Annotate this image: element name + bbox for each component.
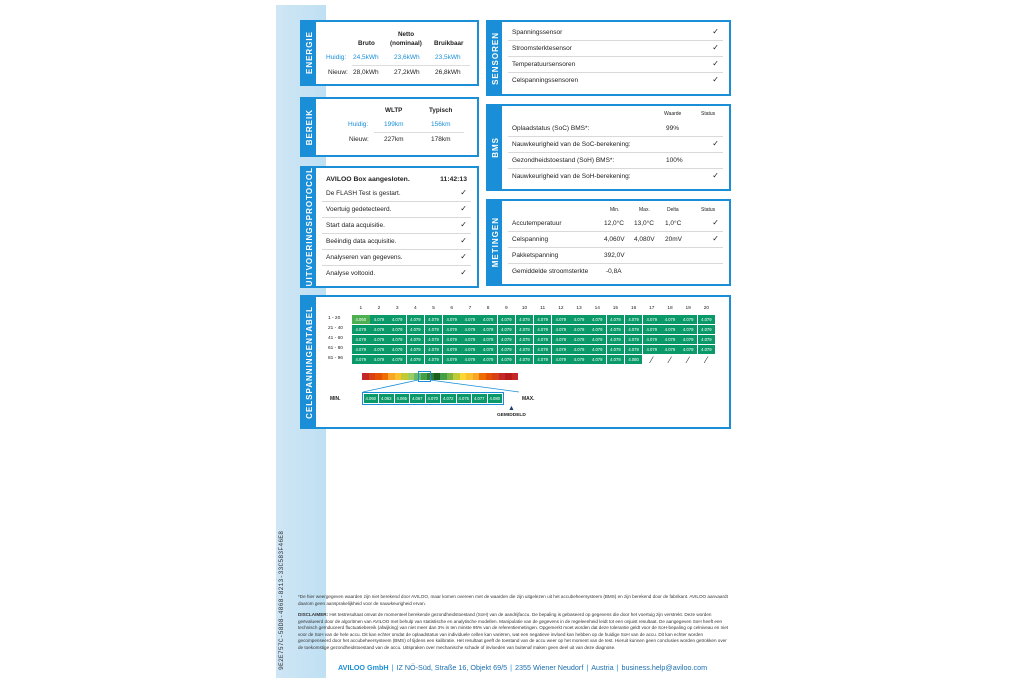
scale-value: 4.072: [441, 394, 456, 403]
cell-value: 4.079: [370, 355, 388, 364]
cell-value: 4.079: [370, 315, 388, 324]
empty-cell: ⁄: [698, 355, 716, 364]
celspanning-panel: [300, 295, 731, 429]
check-icon: ✓: [712, 139, 719, 148]
cell-value: 4.079: [407, 325, 425, 334]
bereik-value: 156km: [431, 121, 451, 128]
energie-row-label: Huidig:: [326, 54, 347, 61]
footer-country: Austria: [591, 663, 614, 672]
disclaimer: DISCLAIMER: Het testresultaat omvat de momenteel berekende gezondheidstoestand (SoH) van de aandrijfaccu. De bepaling is gebaseerd op gegevens die door het voertuig zijn verstrekt. Deze worden geëvalueerd door de algoritmen van AVILOO met behulp van statistische en analytische modellen. Manipulatie van de gegevens in de regeleenheid leidt tot een onjuist resultaat. De aangegeven SoH heeft een technisch geïnduceerd fluctuatiebereik (afwijking) van niet meer dan 3% in ten minste 95% van de referentiemetingen. Opgemerkt moet worden dat deze tolerantie geldt voor de SoH-bepaling op celniveau en niet voor de SoH van de hele accu. Dit kan echter omdat de oplaadstatus van individuele cellen kan variëren, wat een negatieve invloed kan hebben op de huidige SoH van de accu. Dit kan echter worden gecompenseerd door het accubeheersysteem (BMS) of tijdens een kalibratie. Het resultaat geeft de toestand van de accu weer op het moment van de test. Hieruit kunnen geen conclusies worden getrokken over de toekomstige gezondheidstoestand van de accu. Uitspraken over mechanische schade of invloeden van buitenaf maken geen deel uit van deze diagnose.: [298, 612, 729, 650]
sensor-row: Celspanningssensoren ✓: [512, 75, 719, 84]
document-id: 9E2E757C-58D8-4868-8213-33C583F46E8: [278, 530, 285, 670]
column-number: 2: [377, 306, 381, 311]
cell-value: 4.079: [552, 335, 570, 344]
energie-value: 28,0kWh: [353, 69, 379, 76]
row-label: 41 - 60: [328, 336, 343, 341]
cell-value: 4.079: [516, 325, 534, 334]
cell-value: 4.079: [607, 325, 625, 334]
metingen-panel: [486, 199, 731, 286]
column-number: 17: [649, 306, 655, 311]
cell-value: 4.079: [461, 315, 479, 324]
column-numbers: [352, 306, 716, 311]
cell-value: 4.079: [425, 335, 443, 344]
metingen-label: METINGEN: [490, 217, 500, 268]
cell-value: 4.079: [443, 315, 461, 324]
bms-col-status: Status: [701, 111, 716, 117]
column-number: 9: [504, 306, 508, 311]
footnote: *De hier weergegeven waarden zijn niet berekend door AVILOO, maar komen overeen met de waarden die zijn uitgelezen uit het accubeheersysteem (BMS) en zijn berekend door de fabrikant. AVILOO aanvaardt daarom geen aansprakelijkheid voor de nauwkeurigheid ervan.: [298, 594, 728, 606]
check-icon: ✓: [460, 188, 467, 197]
cell-value: 4.079: [370, 325, 388, 334]
scale-value: 4.063: [379, 394, 394, 403]
protocol-time: 11:42:13: [440, 176, 467, 183]
cell-value: 4.079: [534, 355, 552, 364]
protocol-panel: [300, 166, 479, 288]
cell-value: 4.079: [388, 355, 406, 364]
cell-value: 4.079: [498, 325, 516, 334]
column-number: 12: [558, 306, 564, 311]
scale-value: 4.060: [364, 394, 379, 403]
cell-value: 4.079: [425, 355, 443, 364]
footer-address: IZ NÖ-Süd, Straße 16, Objekt 69/5: [396, 663, 508, 672]
check-icon: ✓: [712, 43, 719, 52]
cell-value: 4.079: [388, 345, 406, 354]
sensor-row: Spanningssensor ✓: [508, 25, 723, 41]
check-icon: ✓: [460, 252, 467, 261]
protocol-step: Beëindig data acquisitie. ✓: [322, 234, 471, 250]
cell-value: 4.079: [570, 355, 588, 364]
cell-value: 4.079: [552, 355, 570, 364]
cell-value: 4.079: [443, 325, 461, 334]
empty-cell: ⁄: [679, 355, 697, 364]
metingen-col-min: Min.: [610, 207, 620, 213]
metingen-row: Accutemperatuur 12,0°C 13,0°C 1,0°C ✓: [508, 216, 723, 232]
protocol-step: Start data acquisitie. ✓: [322, 218, 471, 234]
bms-row: Gezondheidstoestand (SoH) BMS*: 100%: [508, 153, 723, 169]
cell-value: 4.079: [679, 335, 697, 344]
cell-value: 4.079: [443, 345, 461, 354]
max-label: MAX.: [522, 396, 535, 402]
cell-value: 4.079: [479, 355, 497, 364]
cell-value: 4.079: [643, 345, 661, 354]
cell-value: 4.079: [588, 315, 606, 324]
cell-value: 4.079: [388, 325, 406, 334]
cell-value: 4.079: [498, 355, 516, 364]
sensoren-panel: [486, 20, 731, 96]
sensoren-label: SENSOREN: [490, 31, 500, 85]
cell-value: 4.079: [570, 325, 588, 334]
scale-value: 4.065: [395, 394, 410, 403]
metingen-col-status: Status: [701, 207, 716, 213]
bereik-row-label: Nieuw:: [349, 136, 369, 143]
cell-value: 4.079: [643, 315, 661, 324]
check-icon: ✓: [460, 268, 467, 277]
cell-row: [352, 315, 716, 325]
check-icon: ✓: [712, 171, 719, 180]
cell-value: 4.079: [588, 325, 606, 334]
cell-value: 4.079: [479, 325, 497, 334]
bereik-row-label: Huidig:: [348, 121, 369, 128]
cell-value: 4.079: [679, 345, 697, 354]
cell-value: 4.079: [498, 345, 516, 354]
check-icon: ✓: [712, 75, 719, 84]
cell-value: 4.079: [407, 345, 425, 354]
scale-value: 4.070: [426, 394, 441, 403]
bereik-header-typisch: Typisch: [429, 107, 453, 114]
check-icon: ✓: [712, 218, 719, 227]
bms-row: Nauwkeurigheid van de SoH-berekening: ✓: [512, 171, 719, 180]
bms-row: Oplaadstatus (SoC) BMS*: 99%: [508, 121, 723, 137]
cell-value: 4.079: [607, 345, 625, 354]
cell-value: 4.079: [661, 315, 679, 324]
bereik-label: BEREIK: [304, 108, 314, 146]
column-number: 20: [703, 306, 710, 311]
average-triangle-icon: ▲: [508, 405, 515, 412]
footer-city: 2355 Wiener Neudorf: [515, 663, 584, 672]
cell-value: 4.079: [643, 335, 661, 344]
zoom-lines: [362, 379, 522, 393]
column-number: 10: [521, 306, 528, 311]
cell-value: 4.079: [607, 315, 625, 324]
cell-value: 4.079: [679, 325, 697, 334]
energie-row-label: Nieuw:: [328, 69, 348, 76]
cell-value: 4.079: [588, 345, 606, 354]
bereik-panel: [300, 97, 479, 157]
cell-value: 4.079: [479, 335, 497, 344]
cell-value: 4.060: [352, 315, 370, 324]
cell-value: 4.079: [570, 335, 588, 344]
cell-value: 4.079: [698, 335, 716, 344]
column-number: 11: [540, 306, 546, 311]
scale-value: 4.067: [410, 394, 425, 403]
row-label: 21 - 40: [328, 326, 343, 331]
cell-value: 4.079: [534, 345, 552, 354]
energie-value: 23,5kWh: [435, 54, 461, 61]
sensor-row: Stroomsterktesensor ✓: [508, 41, 723, 57]
cell-row: [352, 345, 716, 355]
cell-value: 4.079: [698, 315, 716, 324]
min-max-scale: [362, 392, 504, 405]
column-number: 13: [576, 306, 582, 311]
row-label: 61 - 80: [328, 346, 343, 351]
energie-header-nominaal: (nominaal): [390, 40, 422, 47]
cell-value: 4.079: [534, 325, 552, 334]
cell-value: 4.079: [370, 345, 388, 354]
row-label: 1 - 20: [328, 316, 341, 321]
cell-row: [352, 325, 716, 335]
cell-value: 4.079: [443, 335, 461, 344]
cell-value: 4.079: [443, 355, 461, 364]
protocol-step: Analyseren van gegevens. ✓: [322, 250, 471, 266]
cell-row: [352, 355, 716, 365]
sensor-row: Temperatuursensoren ✓: [508, 57, 723, 73]
cell-value: 4.080: [625, 355, 643, 364]
check-icon: ✓: [712, 59, 719, 68]
protocol-step: De FLASH Test is gestart. ✓: [322, 186, 471, 202]
cell-value: 4.079: [552, 315, 570, 324]
energie-value: 24,5kWh: [353, 54, 379, 61]
cell-value: 4.079: [588, 335, 606, 344]
check-icon: ✓: [460, 220, 467, 229]
metingen-row: Gemiddelde stroomsterkte -0,8A: [512, 268, 622, 275]
bereik-value: 178km: [431, 136, 451, 143]
check-icon: ✓: [712, 27, 719, 36]
cell-value: 4.079: [425, 315, 443, 324]
cell-value: 4.079: [370, 335, 388, 344]
cell-value: 4.079: [516, 315, 534, 324]
column-number: 6: [450, 306, 454, 311]
energie-header-bruikbaar: Bruikbaar: [434, 40, 464, 47]
energie-label: ENERGIE: [304, 31, 314, 75]
cell-value: 4.079: [407, 355, 425, 364]
cell-value: 4.079: [498, 315, 516, 324]
column-number: 14: [594, 306, 600, 311]
cell-row: [352, 335, 716, 345]
check-icon: ✓: [712, 234, 719, 243]
cell-value: 4.079: [661, 325, 679, 334]
empty-cell: ⁄: [643, 355, 661, 364]
cell-value: 4.079: [607, 335, 625, 344]
cell-value: 4.079: [607, 355, 625, 364]
column-number: 18: [667, 306, 673, 311]
column-number: 15: [612, 306, 619, 311]
cell-value: 4.079: [679, 315, 697, 324]
bms-label: BMS: [490, 137, 500, 158]
column-number: 5: [432, 306, 435, 311]
column-number: 4: [414, 306, 417, 311]
cell-value: 4.079: [588, 355, 606, 364]
energie-panel: [300, 20, 479, 86]
cell-value: 4.079: [407, 335, 425, 344]
min-label: MIN.: [330, 396, 341, 402]
metingen-col-delta: Delta: [667, 207, 679, 213]
column-number: 1: [359, 306, 363, 311]
check-icon: ✓: [460, 236, 467, 245]
cell-value: 4.079: [570, 345, 588, 354]
cell-value: 4.079: [407, 315, 425, 324]
cell-value: 4.079: [461, 325, 479, 334]
cell-value: 4.079: [625, 315, 643, 324]
column-number: 19: [685, 306, 691, 311]
cell-value: 4.079: [352, 345, 370, 354]
cell-value: 4.079: [625, 325, 643, 334]
bereik-value: 199km: [384, 121, 404, 128]
energie-value: 26,8kWh: [435, 69, 461, 76]
column-number: 3: [395, 306, 399, 311]
cell-value: 4.079: [352, 335, 370, 344]
metingen-row: Pakketspanning 392,0V: [508, 248, 723, 264]
cell-value: 4.079: [643, 325, 661, 334]
celspanning-label: CELSPANNINGENTABEL: [304, 305, 314, 419]
cell-value: 4.079: [570, 315, 588, 324]
cell-value: 4.079: [352, 325, 370, 334]
cell-value: 4.079: [552, 325, 570, 334]
cell-value: 4.079: [534, 315, 552, 324]
column-number: 8: [486, 306, 490, 311]
cell-value: 4.079: [661, 335, 679, 344]
metingen-col-max: Max.: [639, 207, 650, 213]
cell-value: 4.079: [516, 355, 534, 364]
empty-cell: ⁄: [661, 355, 679, 364]
scale-value: 4.075: [457, 394, 472, 403]
energie-header-bruto: Bruto: [358, 40, 375, 47]
cell-value: 4.079: [625, 335, 643, 344]
cell-voltage-grid: [352, 315, 716, 365]
row-label: 81 - 96: [328, 356, 343, 361]
energie-value: 27,2kWh: [394, 69, 420, 76]
bereik-header-wltp: WLTP: [385, 107, 403, 114]
protocol-step: Analyse voltooid. ✓: [326, 268, 467, 277]
footer-company: AVILOO GmbH: [338, 663, 389, 672]
cell-value: 4.079: [352, 355, 370, 364]
cell-value: 4.079: [388, 315, 406, 324]
cell-value: 4.079: [425, 325, 443, 334]
cell-value: 4.079: [516, 335, 534, 344]
check-icon: ✓: [460, 204, 467, 213]
energie-value: 23,6kWh: [394, 54, 420, 61]
cell-value: 4.079: [552, 345, 570, 354]
cell-value: 4.079: [625, 345, 643, 354]
cell-value: 4.079: [388, 335, 406, 344]
cell-value: 4.079: [479, 345, 497, 354]
footer-email[interactable]: business.help@aviloo.com: [621, 663, 708, 672]
scale-value: 4.077: [472, 394, 487, 403]
metingen-row: Celspanning 4,060V 4,080V 20mV ✓: [508, 232, 723, 248]
footer: AVILOO GmbH | IZ NÖ-Süd, Straße 16, Objekt 69/5 | 2355 Wiener Neudorf | Austria | business.help@aviloo.com: [338, 663, 708, 672]
cell-value: 4.079: [661, 345, 679, 354]
column-number: 7: [468, 306, 472, 311]
cell-value: 4.079: [534, 335, 552, 344]
protocol-step: Voertuig gedetecteerd. ✓: [322, 202, 471, 218]
protocol-title: AVILOO Box aangesloten.: [326, 176, 410, 183]
cell-value: 4.079: [516, 345, 534, 354]
cell-value: 4.079: [425, 345, 443, 354]
bms-panel: [486, 104, 731, 191]
cell-value: 4.079: [498, 335, 516, 344]
cell-value: 4.079: [698, 325, 716, 334]
cell-value: 4.079: [461, 345, 479, 354]
energie-header-netto: Netto: [398, 31, 415, 38]
cell-value: 4.079: [461, 355, 479, 364]
bereik-value: 227km: [384, 136, 404, 143]
cell-value: 4.079: [461, 335, 479, 344]
cell-value: 4.079: [698, 345, 716, 354]
column-number: 16: [630, 306, 637, 311]
scale-value: 4.080: [488, 394, 503, 403]
bms-row: Nauwkeurigheid van de SoC-berekening: ✓: [508, 137, 723, 153]
bms-col-waarde: Waarde: [664, 111, 682, 117]
protocol-label: UITVOERINGSPROTOCOL: [304, 167, 314, 287]
average-label: GEMIDDELD: [497, 413, 526, 418]
cell-value: 4.079: [479, 315, 497, 324]
